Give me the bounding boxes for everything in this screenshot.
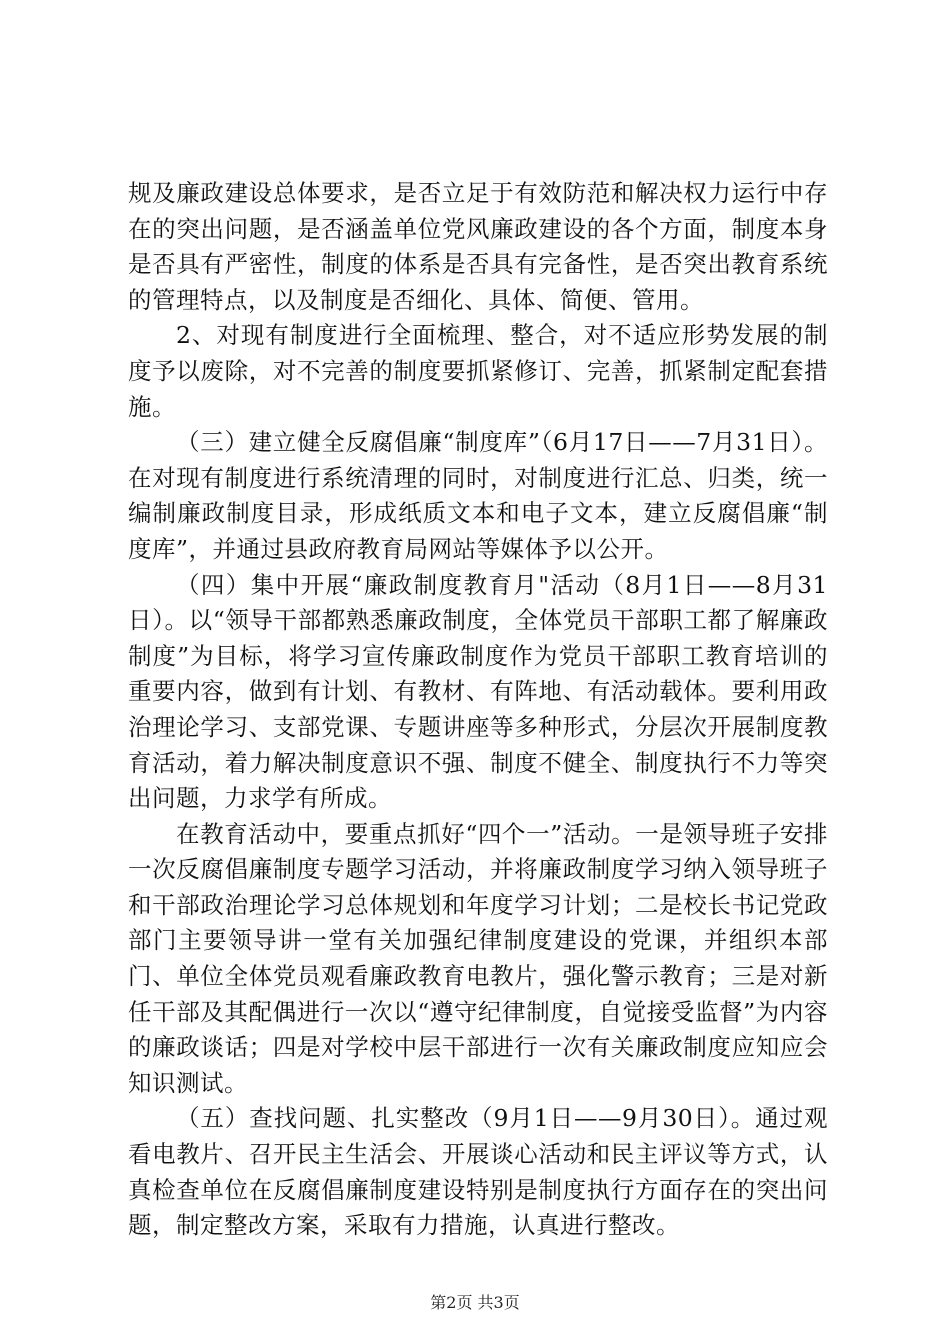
document-body	[128, 176, 828, 1244]
paragraph-four-ones: 在教育活动中，要重点抓好“四个一”活动。一是领导班子安排一次反腐倡廉制度专题学习活动，并将廉政制度学习纳入领导班子和干部政治理论学习总体规划和年度学习计划；二是校长书记党政部门主要领导讲一堂有关加强纪律制度建设的党课，并组织本部门、单位全体党员观看廉政教育电教片，强化警示教育；三是对新任干部及其配偶进行一次以“遵守纪律制度，自觉接受监督”为内容的廉政谈话；四是对学校中层干部进行一次有关廉政制度应知应会知识测试。	[128, 819, 828, 1097]
paragraph-continuation: 规及廉政建设总体要求，是否立足于有效防范和解决权力运行中存在的突出问题，是否涵盖单位党风廉政建设的各个方面，制度本身是否具有严密性，制度的体系是否具有完备性，是否突出教育系统的管理特点，以及制度是否细化、具体、简便、管用。	[128, 179, 828, 314]
paragraph-section-4: （四）集中开展“廉政制度教育月"活动（8月1日——8月31日）。以“领导干部都熟悉廉政制度，全体党员干部职工都了解廉政制度”为目标，将学习宣传廉政制度作为党员干部职工教育培训的重要内容，做到有计划、有教材、有阵地、有活动载体。要利用政治理论学习、支部党课、专题讲座等多种形式，分层次开展制度教育活动，着力解决制度意识不强、制度不健全、制度执行不力等突出问题，力求学有所成。	[128, 570, 828, 813]
paragraph-item-2: 2、对现有制度进行全面梳理、整合，对不适应形势发展的制度予以废除，对不完善的制度要抓紧修订、完善，抓紧制定配套措施。	[128, 321, 828, 421]
paragraph-section-5: （五）查找问题、扎实整改（9月1日——9月30日）。通过观看电教片、召开民主生活会、开展谈心活动和民主评议等方式，认真检查单位在反腐倡廉制度建设特别是制度执行方面存在的突出问题，制定整改方案，采取有力措施，认真进行整改。	[128, 1104, 828, 1240]
paragraph-section-3: （三）建立健全反腐倡廉“制度库”（6月17日——7月31日）。在对现有制度进行系统清理的同时，对制度进行汇总、归类，统一编制廉政制度目录，形成纸质文本和电子文本，建立反腐倡廉“制度库”，并通过县政府教育局网站等媒体予以公开。	[128, 428, 828, 563]
page-footer: 第2页 共3页	[430, 1293, 520, 1312]
